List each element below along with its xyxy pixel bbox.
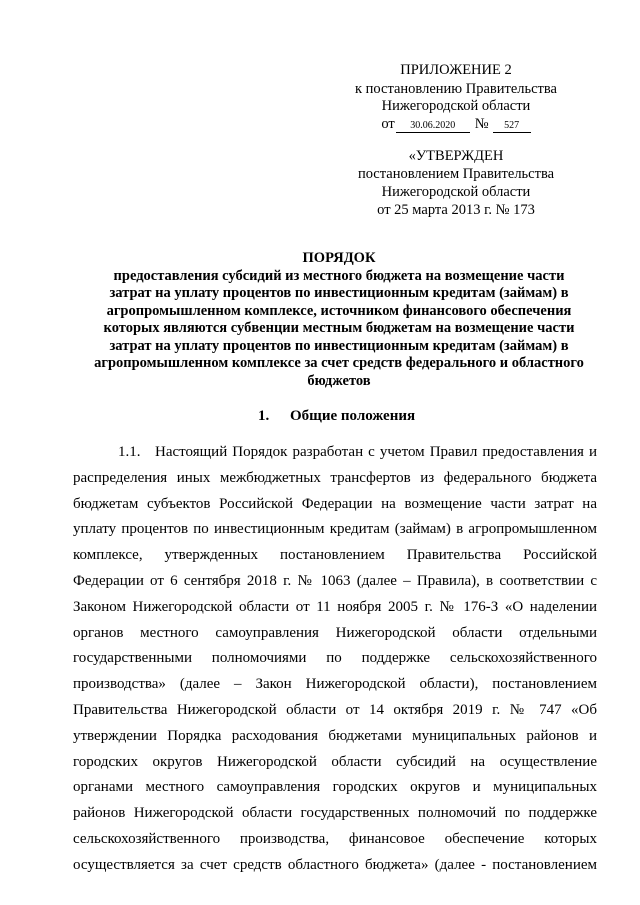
paragraph-line: бюджетам субъектов Российской Федерации на возмещение части затрат на <box>73 495 597 512</box>
paragraph-line: комплексе, утвержденных постановлением Правительства Российской <box>73 547 597 564</box>
title-line: предоставления субсидий из местного бюджета на возмещение части <box>113 267 565 284</box>
approved-date-line: от 25 марта 2013 г. № 173 <box>377 202 535 218</box>
appendix-ref-line: к постановлению Правительства <box>355 81 557 97</box>
document-title <box>40 250 638 390</box>
title-line: агропромышленном комплексе, источником финансового обеспечения <box>106 302 572 319</box>
title-heading: ПОРЯДОК <box>302 250 376 266</box>
paragraph-line: производства» (далее – Закон Нижегородской области), постановлением <box>73 676 597 693</box>
section-number: 1. <box>258 408 270 424</box>
paragraph-number: 1.1. <box>118 444 141 460</box>
number-field: 527 <box>493 120 531 133</box>
paragraph-line: утверждении Порядка расходования бюджетами муниципальных районов и <box>73 727 597 744</box>
paragraph-line: Законом Нижегородской области от 11 ноября 2005 г. № 176-З «О наделении <box>73 598 597 615</box>
approved-label: «УТВЕРЖДЕН <box>408 148 504 164</box>
date-field: 30.06.2020 <box>396 120 470 133</box>
number-sign: № <box>474 116 489 132</box>
date-prefix: от <box>381 116 395 132</box>
approved-region-line: Нижегородской области <box>381 184 531 200</box>
title-line: которых являются субвенции местным бюджетам на возмещение части <box>103 320 575 336</box>
paragraph-line: сельскохозяйственного производства, финансовое обеспечение которых <box>73 830 597 847</box>
paragraph-line: распределения иных межбюджетных трансфертов из федерального бюджета <box>73 469 597 486</box>
appendix-region-line: Нижегородской области <box>381 98 531 114</box>
title-line: затрат на уплату процентов по инвестиционным кредитам (займам) в <box>109 285 569 301</box>
title-line: затрат на уплату процентов по инвестиционным кредитам (займам) в <box>109 337 569 354</box>
paragraph-line: органов местного самоуправления Нижегородской области отдельными <box>73 624 597 641</box>
title-line: агропромышленном комплексе за счет средств федерального и областного <box>94 355 584 371</box>
paragraph-line: районов Нижегородской области государственных полномочий по поддержке <box>73 805 597 822</box>
paragraph-line: Правительства Нижегородской области от 14 октября 2019 г. № 747 «Об <box>73 701 597 718</box>
paragraph-line: городских округов Нижегородской области субсидий на осуществление <box>73 753 597 770</box>
section-title: Общие положения <box>290 408 416 424</box>
appendix-date-line <box>340 115 572 133</box>
title-line: бюджетов <box>307 372 371 389</box>
paragraph-line: органами местного самоуправления городских округов и муниципальных <box>73 779 597 796</box>
paragraph-line: Федерации от 6 сентября 2018 г. № 1063 (далее – Правила), в соответствии с <box>73 572 597 589</box>
paragraph-line: осуществляется за счет средств областного бюджета» (далее - постановлением <box>73 856 597 873</box>
paragraph-line: уплату процентов по инвестиционным кредитам (займам) в агропромышленном <box>73 521 597 538</box>
paragraph-body <box>73 466 597 879</box>
paragraph-line: государственными полномочиями по поддержке сельскохозяйственного <box>73 650 597 667</box>
section-heading <box>0 406 640 426</box>
approved-by-line: постановлением Правительства <box>357 166 555 182</box>
appendix-title: ПРИЛОЖЕНИЕ 2 <box>400 62 512 78</box>
paragraph-line: Настоящий Порядок разработан с учетом Правил предоставления и <box>155 444 597 460</box>
